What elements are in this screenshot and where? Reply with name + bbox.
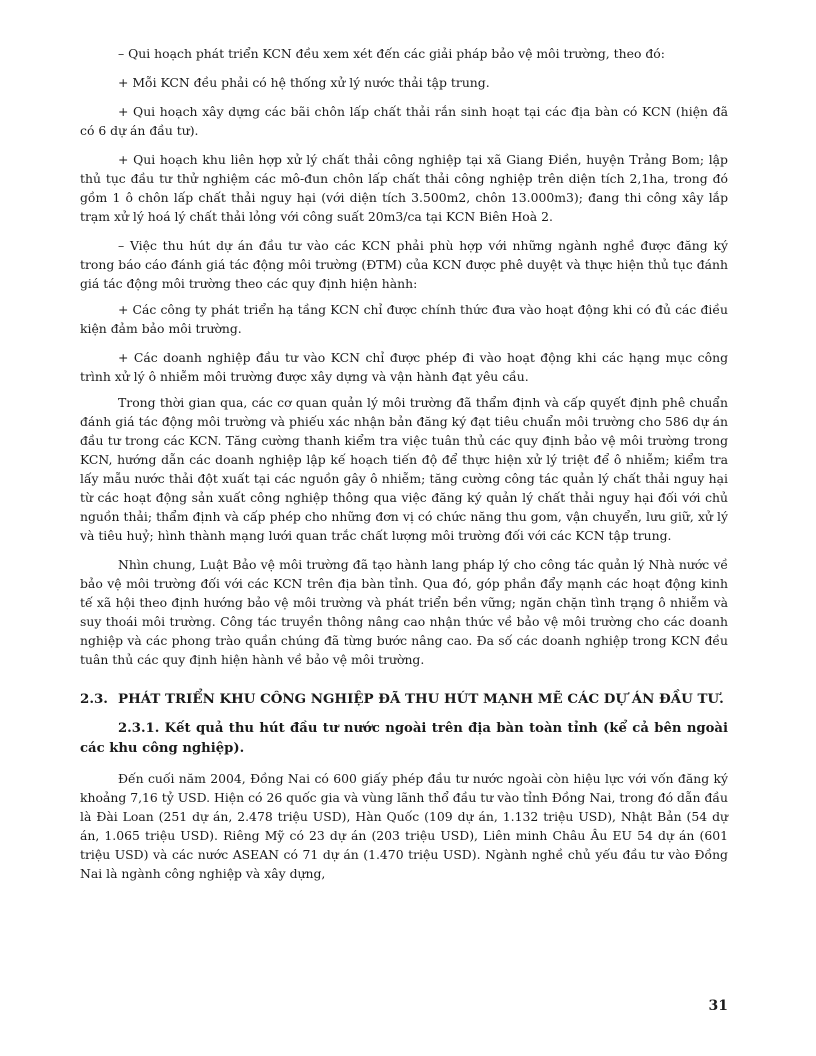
paragraph-infrastructure-companies: + Các công ty phát triển hạ tầng KCN chỉ được chính thức đưa vào hoạt động khi có đủ các điều kiện đảm bảo môi trường. <box>80 302 728 336</box>
page-number: 31 <box>708 998 728 1014</box>
paragraph-wastewater: + Mỗi KCN đều phải có hệ thống xử lý nước thải tập trung. <box>118 75 490 90</box>
section-heading <box>80 689 728 709</box>
paragraph-recent-period: Trong thời gian qua, các cơ quan quản lý môi trường đã thẩm định và cấp quyết định phê chuẩn đánh giá tác động môi trường và phiếu xác nhận bản đăng ký đạt tiêu chuẩn môi trường cho 586 dự án đầu tư trong các KCN. Tăng cường thanh kiểm tra việc tuân thủ các quy định bảo vệ môi trường trong KCN, hướng dẫn các doanh nghiệp lập kế hoạch tiến độ để thực hiện xử lý triệt để ô nhiễm; kiểm tra lấy mẫu nước thải đột xuất tại các nguồn gây ô nhiễm; tăng cường công tác quản lý chất thải nguy hại từ các hoạt động sản xuất công nghiệp thông qua việc đăng ký quản lý chất thải nguy hại đối với chủ nguồn thải; thẩm định và cấp phép cho những đơn vị có chức năng thu gom, vận chuyển, lưu giữ, xử lý và tiêu huỷ; hình thành mạng lưới quan trắc chất lượng môi trường đối với các KCN tập trung. <box>80 395 728 543</box>
subsection-heading: 2.3.1. Kết quả thu hút đầu tư nước ngoài trên địa bàn toàn tỉnh (kể cả bên ngoài các khu công nghiệp). <box>80 721 728 756</box>
paragraph-summary: Nhìn chung, Luật Bảo vệ môi trường đã tạo hành lang pháp lý cho công tác quản lý Nhà nước về bảo vệ môi trường đối với các KCN trên địa bàn tỉnh. Qua đó, góp phần đẩy mạnh các hoạt động kinh tế xã hội theo định hướng bảo vệ môi trường và phát triển bền vững; ngăn chặn tình trạng ô nhiễm và suy thoái môi trường. Công tác truyền thông nâng cao nhận thức về bảo vệ môi trường cho các doanh nghiệp và các phong trào quần chúng đã từng bước nâng cao. Đa số các doanh nghiệp trong KCN đều tuân thủ các quy định hiện hành về bảo vệ môi trường. <box>80 557 728 667</box>
section-title: PHÁT TRIỂN KHU CÔNG NGHIỆP ĐÃ THU HÚT MẠNH MẼ CÁC DỰ ÁN ĐẦU TƯ. <box>118 691 724 707</box>
paragraph-planning-intro: – Qui hoạch phát triển KCN đều xem xét đến các giải pháp bảo vệ môi trường, theo đó: <box>118 46 665 61</box>
paragraph-landfill: + Qui hoạch xây dựng các bãi chôn lấp chất thải rắn sinh hoạt tại các địa bàn có KCN (hiện đã có 6 dự án đầu tư). <box>80 104 728 138</box>
paragraph-enterprises: + Các doanh nghiệp đầu tư vào KCN chỉ được phép đi vào hoạt động khi các hạng mục công trình xử lý ô nhiễm môi trường được xây dựng và vận hành đạt yêu cầu. <box>80 350 728 384</box>
paragraph-waste-complex: + Qui hoạch khu liên hợp xử lý chất thải công nghiệp tại xã Giang Điền, huyện Trảng Bom; lập thủ tục đầu tư thử nghiệm các mô-đun chôn lấp chất thải công nghiệp trên diện tích 2,1ha, trong đó gồm 1 ô chôn lấp chất thải nguy hại (với diện tích 3.500m2, chôn 13.000m3); đang thi công xây lắp trạm xử lý hoá lý chất thải lỏng với công suất 20m3/ca tại KCN Biên Hoà 2. <box>80 152 728 224</box>
page-body <box>80 44 728 883</box>
paragraph-fdi-results: Đến cuối năm 2004, Đồng Nai có 600 giấy phép đầu tư nước ngoài còn hiệu lực với vốn đăng ký khoảng 7,16 tỷ USD. Hiện có 26 quốc gia và vùng lãnh thổ đầu tư vào tỉnh Đồng Nai, trong đó dẫn đầu là Đài Loan (251 dự án, 2.478 triệu USD), Hàn Quốc (109 dự án, 1.132 triệu USD), Nhật Bản (54 dự án, 1.065 triệu USD). Riêng Mỹ có 23 dự án (203 triệu USD), Liên minh Châu Âu EU 54 dự án (601 triệu USD) và các nước ASEAN có 71 dự án (1.470 triệu USD). Ngành nghề chủ yếu đầu tư vào Đồng Nai là ngành công nghiệp và xây dựng, <box>80 771 728 881</box>
paragraph-investment-eia: – Việc thu hút dự án đầu tư vào các KCN phải phù hợp với những ngành nghề được đăng ký trong báo cáo đánh giá tác động môi trường (ĐTM) của KCN được phê duyệt và thực hiện thủ tục đánh giá tác động môi trường theo các quy định hiện hành: <box>80 238 728 291</box>
section-number: 2.3. <box>80 691 108 707</box>
